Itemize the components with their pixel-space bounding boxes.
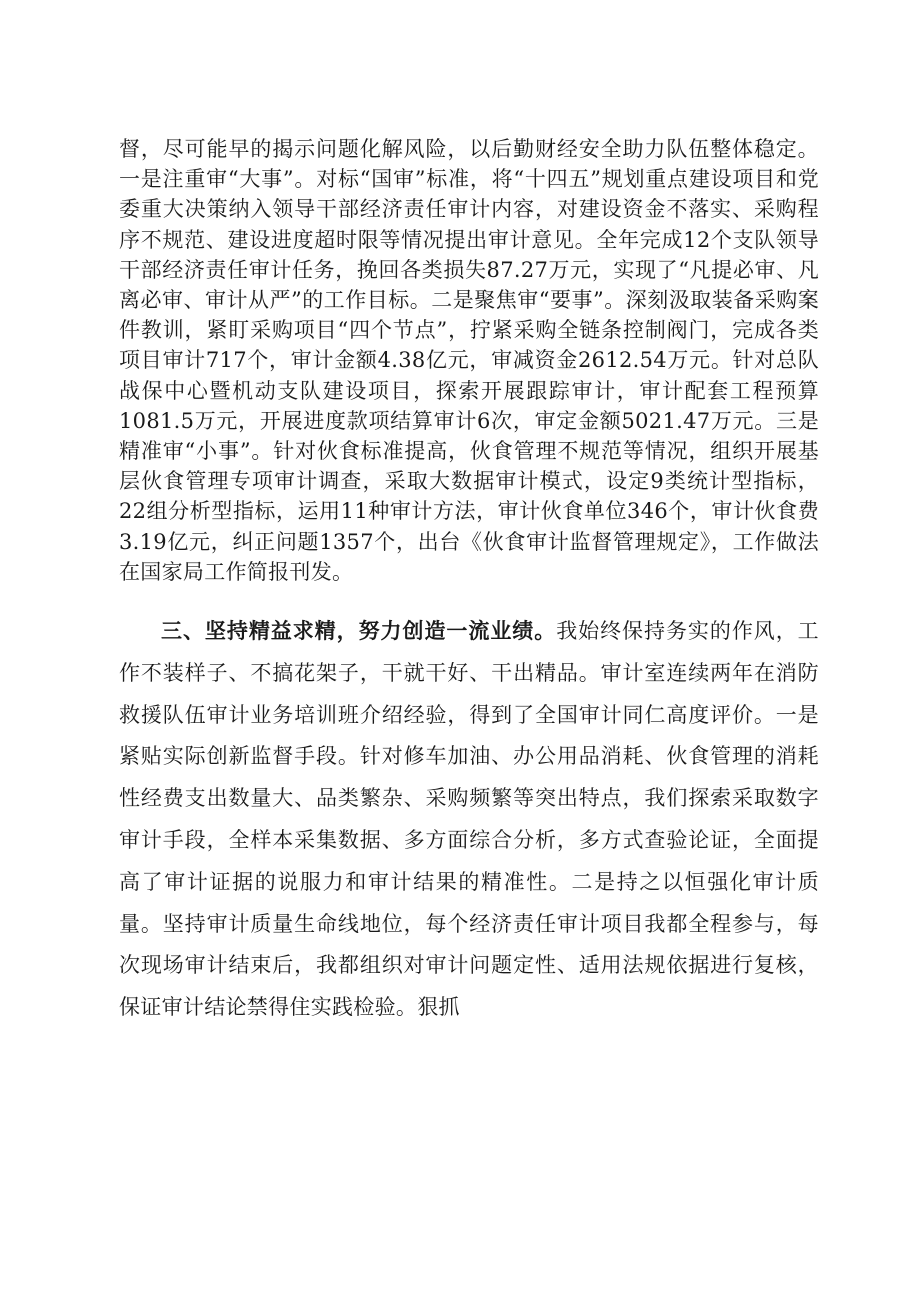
paragraph-section-three bbox=[119, 611, 819, 1029]
section-heading: 三、坚持精益求精，努力创造一流业绩。 bbox=[161, 619, 557, 644]
document-body bbox=[119, 134, 819, 1029]
section-body-text: 我始终保持务实的作风，工作不装样子、不搞花架子，干就干好、干出精品。审计室连续两年在消防救援队伍审计业务培训班介绍经验，得到了全国审计同仁高度评价。一是紧贴实际创新监督手段。针对修车加油、办公用品消耗、伙食管理的消耗性经费支出数量大、品类繁杂、采购频繁等突出特点，我们探索采取数字审计手段，全样本采集数据、多方面综合分析，多方式查验论证，全面提高了审计证据的说服力和审计结果的精准性。二是持之以恒强化审计质量。坚持审计质量生命线地位，每个经济责任审计项目我都全程参与，每次现场审计结束后，我都组织对审计问题定性、适用法规依据进行复核，保证审计结论禁得住实践检验。狠抓 bbox=[119, 619, 819, 1020]
paragraph-audit-results: 督，尽可能早的揭示问题化解风险，以后勤财经安全助力队伍整体稳定。一是注重审“大事”。对标“国审”标准，将“十四五”规划重点建设项目和党委重大决策纳入领导干部经济责任审计内容，对建设资金不落实、采购程序不规范、建设进度超时限等情况提出审计意见。全年完成12个支队领导干部经济责任审计任务，挽回各类损失87.27万元，实现了“凡提必审、凡离必审、审计从严”的工作目标。二是聚焦审“要事”。深刻汲取装备采购案件教训，紧盯采购项目“四个节点”，拧紧采购全链条控制阀门，完成各类项目审计717个，审计金额4.38亿元，审减资金2612.54万元。针对总队战保中心暨机动支队建设项目，探索开展跟踪审计，审计配套工程预算1081.5万元，开展进度款项结算审计6次，审定金额5021.47万元。三是精准审“小事”。针对伙食标准提高，伙食管理不规范等情况，组织开展基层伙食管理专项审计调查，采取大数据审计模式，设定9类统计型指标，22组分析型指标，运用11种审计方法，审计伙食单位346个，审计伙食费3.19亿元，纠正问题1357个，出台《伙食审计监督管理规定》，工作做法在国家局工作简报刊发。 bbox=[119, 137, 819, 584]
